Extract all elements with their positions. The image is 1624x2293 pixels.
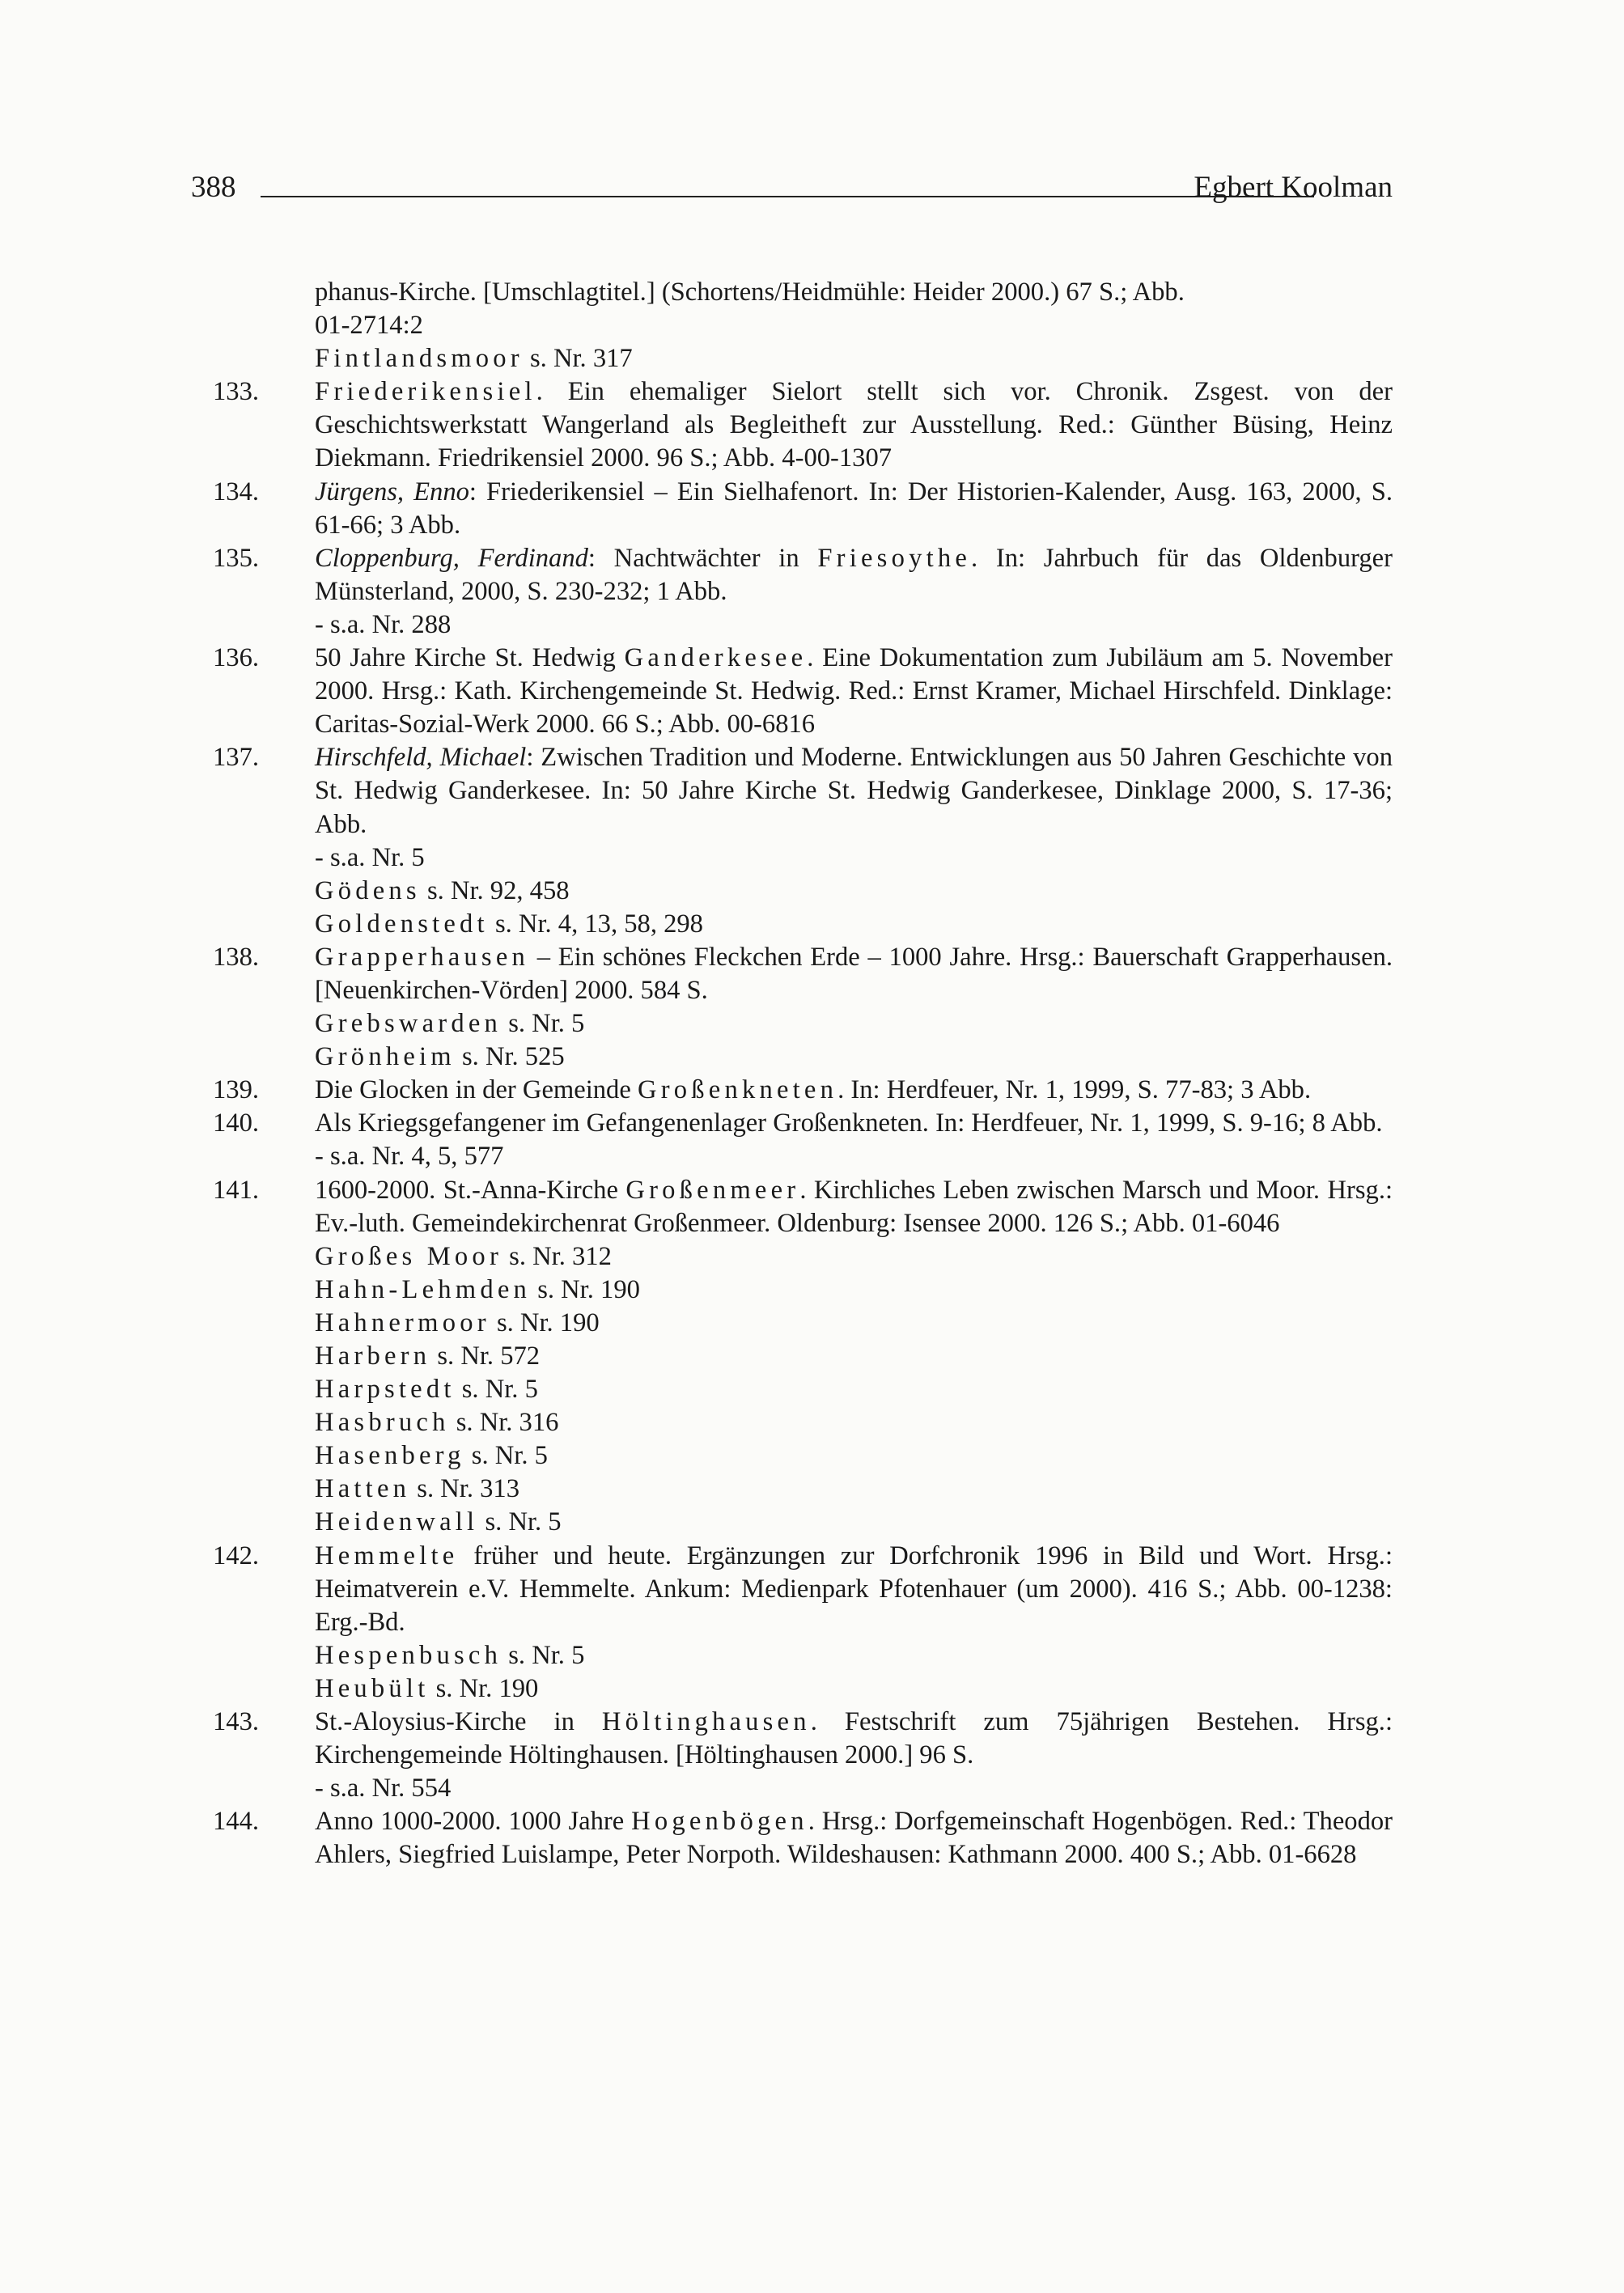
- entry-text: [315, 1672, 1393, 1706]
- entry-text: [315, 476, 1393, 542]
- entry-text-segment: s. Nr. 525: [455, 1042, 565, 1072]
- bibliography-entry: [191, 542, 1393, 608]
- entry-text-segment: s. Nr. 190: [531, 1274, 640, 1304]
- entry-text: [315, 1772, 1393, 1805]
- cross-reference-line: [191, 1307, 1393, 1340]
- place-name: Hahn-Lehmden: [315, 1274, 532, 1304]
- header-rule: [261, 196, 1314, 197]
- place-name: Großenmeer: [625, 1175, 800, 1205]
- entry-number: 141.: [213, 1175, 260, 1205]
- cross-reference-line: [191, 1439, 1393, 1473]
- entry-text: [315, 1307, 1393, 1340]
- entry-text: [315, 841, 1393, 875]
- entry-text: [315, 1506, 1393, 1539]
- entry-text: [315, 375, 1393, 475]
- place-name: Goldenstedt: [315, 909, 489, 939]
- entry-text-segment: s. Nr. 316: [449, 1408, 559, 1438]
- entry-text: [315, 1041, 1393, 1074]
- entry-text-segment: s. Nr. 92, 458: [420, 875, 570, 905]
- place-name: Hemmelte: [315, 1541, 459, 1570]
- cross-reference-line: [191, 276, 1393, 342]
- entry-number: 136.: [213, 643, 260, 673]
- entry-text-segment: Die Glocken in der Gemeinde: [315, 1075, 638, 1105]
- bibliography-entry: [191, 941, 1393, 1007]
- entry-text: [315, 1439, 1393, 1473]
- place-name: Grebswarden: [315, 1009, 502, 1039]
- entry-text-segment: s. Nr. 572: [430, 1341, 541, 1371]
- place-name: Gödens: [315, 875, 421, 905]
- entry-number: 144.: [213, 1807, 260, 1837]
- entry-text: [315, 1074, 1393, 1107]
- entry-text-segment: : Zwischen Tradition und Moderne. Entwicklungen aus 50 Jahren Geschichte von St. Hedwig Ganderkesee. In: 50 Jahre Kirche St. Hedwig Ganderkesee, Dinklage 2000, S. 17-36; Abb.: [315, 743, 1393, 839]
- entry-text: [315, 941, 1393, 1007]
- bibliography-entry: [191, 476, 1393, 542]
- entry-text-segment: s. Nr. 5: [502, 1640, 585, 1670]
- entry-text: [315, 1140, 1393, 1173]
- entry-text-segment: Als Kriegsgefangener im Gefangenenlager Großenkneten. In: Herdfeuer, Nr. 1, 1999, S. 9-16; 8 Abb.: [315, 1108, 1383, 1138]
- entry-text-segment: s. Nr. 5: [478, 1507, 562, 1537]
- entry-number: 133.: [213, 377, 260, 407]
- cross-reference-line: [191, 1406, 1393, 1439]
- entry-number: 138.: [213, 942, 260, 972]
- bibliography-entry: [191, 642, 1393, 741]
- entry-text: [315, 908, 1393, 941]
- place-name: Hatten: [315, 1474, 411, 1504]
- place-name: Grapperhausen: [315, 942, 529, 972]
- cross-reference-line: [191, 1240, 1393, 1274]
- running-title: Egbert Koolman: [1194, 171, 1393, 204]
- bibliography-entry: [191, 1107, 1393, 1140]
- entry-text: [315, 1540, 1393, 1639]
- entry-text: [315, 342, 1393, 375]
- entry-text-segment: s. Nr. 5: [455, 1375, 538, 1405]
- place-name: Großenkneten: [637, 1075, 838, 1105]
- cross-reference-line: [191, 1772, 1393, 1805]
- entry-text: [315, 1107, 1393, 1140]
- place-name: Hasenberg: [315, 1441, 465, 1471]
- entry-text-segment: . In: Jahrbuch für das Oldenburger Münsterland, 2000, S. 230-232; 1 Abb.: [315, 543, 1393, 606]
- author-name: Cloppenburg, Ferdinand: [315, 543, 588, 573]
- entry-number: 139.: [213, 1075, 260, 1105]
- bibliography-entry: [191, 1706, 1393, 1772]
- cross-reference-line: [191, 875, 1393, 908]
- entry-number: 135.: [213, 543, 260, 573]
- cross-reference-line: [191, 1140, 1393, 1173]
- entry-number: 137.: [213, 743, 260, 773]
- page-header: [191, 167, 1393, 208]
- entry-text-segment: s. Nr. 312: [502, 1241, 612, 1271]
- cross-reference-line: [191, 1041, 1393, 1074]
- place-name: Harpstedt: [315, 1375, 456, 1405]
- entry-text-segment: 50 Jahre Kirche St. Hedwig: [315, 643, 625, 673]
- entry-text-segment: früher und heute. Ergänzungen zur Dorfchronik 1996 in Bild und Wort. Hrsg.: Heimatverein e.V. Hemmelte. Ankum: Medienpark Pfotenhauer (um 2000). 416 S.; Abb. 00-1238: Erg.-Bd.: [315, 1541, 1393, 1637]
- entry-text: [315, 875, 1393, 908]
- entry-text: [315, 1274, 1393, 1307]
- entry-text: [315, 1007, 1393, 1041]
- entry-text-segment: : Nachtwächter in: [587, 543, 818, 573]
- author-name: Jürgens, Enno: [315, 477, 469, 506]
- entry-text: [315, 276, 1393, 342]
- entry-text-segment: s. Nr. 5: [464, 1441, 548, 1471]
- cross-reference-line: [191, 908, 1393, 941]
- cross-reference-line: [191, 1473, 1393, 1506]
- cross-reference-line: [191, 841, 1393, 875]
- place-name: Ganderkesee: [624, 643, 808, 673]
- entry-text-segment: s. Nr. 313: [410, 1474, 519, 1504]
- cross-reference-line: [191, 1506, 1393, 1539]
- place-name: Friesoythe: [817, 543, 972, 573]
- entry-number: 143.: [213, 1707, 260, 1737]
- place-name: Heidenwall: [315, 1507, 479, 1537]
- entry-text: [315, 741, 1393, 841]
- place-name: Harbern: [315, 1341, 431, 1371]
- entry-text-segment: Anno 1000-2000. 1000 Jahre: [315, 1807, 632, 1837]
- entry-text-segment: - s.a. Nr. 288: [315, 609, 452, 639]
- bibliography-entry: [191, 741, 1393, 841]
- bibliography-list: [191, 276, 1393, 1872]
- page-number: 388: [191, 171, 236, 204]
- entry-text-segment: 1600-2000. St.-Anna-Kirche: [315, 1175, 626, 1205]
- place-name: Höltinghausen: [601, 1707, 811, 1737]
- entry-text: [315, 1805, 1393, 1871]
- entry-text-segment: . Eine Dokumentation zum Jubiläum am 5. November 2000. Hrsg.: Kath. Kirchengemeinde St. Hedwig. Red.: Ernst Kramer, Michael Hirschfeld. Dinklage: Caritas-Sozial-Werk 2000. 66 S.; Abb. 00-6816: [315, 643, 1393, 740]
- cross-reference-line: [191, 1672, 1393, 1706]
- place-name: Friederikensiel: [315, 377, 536, 407]
- entry-text: [315, 1639, 1393, 1672]
- author-name: Hirschfeld, Michael: [315, 743, 527, 773]
- place-name: Hespenbusch: [315, 1640, 502, 1670]
- entry-number: 140.: [213, 1108, 260, 1138]
- bibliography-entry: [191, 1074, 1393, 1107]
- entry-text: [315, 1174, 1393, 1240]
- cross-reference-line: [191, 1373, 1393, 1406]
- entry-text: [315, 642, 1393, 741]
- entry-text: [315, 1340, 1393, 1373]
- entry-text-segment: - s.a. Nr. 554: [315, 1774, 452, 1803]
- cross-reference-line: [191, 342, 1393, 375]
- entry-text-segment: . Ein ehemaliger Sielort stellt sich vor. Chronik. Zsgest. von der Geschichtswerkstatt Wangerland als Begleitheft zur Ausstellung. Red.: Günther Büsing, Heinz Diekmann. Friedrikensiel 2000. 96 S.; Abb. 4-00-1307: [315, 377, 1393, 473]
- place-name: Hahnermoor: [315, 1308, 490, 1337]
- entry-text-segment: phanus-Kirche. [Umschlagtitel.] (Schortens/Heidmühle: Heider 2000.) 67 S.; Abb.: [315, 278, 1185, 307]
- entry-text-segment: s. Nr. 317: [523, 344, 633, 374]
- place-name: Grönheim: [315, 1042, 456, 1072]
- entry-text-segment: – Ein schönes Fleckchen Erde – 1000 Jahre. Hrsg.: Bauerschaft Grapperhausen. [Neuenkirchen-Vörden] 2000. 584 S.: [315, 942, 1393, 1005]
- place-name: Hasbruch: [315, 1408, 450, 1438]
- bibliography-entry: [191, 1174, 1393, 1240]
- bibliography-entry: [191, 1540, 1393, 1639]
- cross-reference-line: [191, 1007, 1393, 1041]
- place-name: Großes Moor: [315, 1241, 503, 1271]
- entry-text-segment: St.-Aloysius-Kirche in: [315, 1707, 602, 1737]
- entry-text: [315, 1706, 1393, 1772]
- entry-text-segment: . Kirchliches Leben zwischen Marsch und Moor. Hrsg.: Ev.-luth. Gemeindekirchenrat Großenmeer. Oldenburg: Isensee 2000. 126 S.; Abb. 01-6046: [315, 1175, 1393, 1238]
- entry-text-segment: s. Nr. 4, 13, 58, 298: [488, 909, 703, 939]
- entry-text-segment: - s.a. Nr. 5: [315, 842, 425, 872]
- entry-text-segment: . In: Herdfeuer, Nr. 1, 1999, S. 77-83; 3 Abb.: [837, 1075, 1312, 1105]
- cross-reference-line: [191, 1274, 1393, 1307]
- entry-number: 134.: [213, 477, 260, 506]
- bibliography-entry: [191, 375, 1393, 475]
- entry-text-segment: s. Nr. 190: [490, 1308, 600, 1337]
- entry-text-segment: . Hrsg.: Dorfgemeinschaft Hogenbögen. Red.: Theodor Ahlers, Siegfried Luislampe, Peter Norpoth. Wildeshausen: Kathmann 2000. 400 S.; Abb. 01-6628: [315, 1807, 1393, 1870]
- bibliography-entry: [191, 1805, 1393, 1871]
- entry-number: 142.: [213, 1541, 260, 1570]
- entry-text: [315, 1240, 1393, 1274]
- entry-text-segment: - s.a. Nr. 4, 5, 577: [315, 1142, 504, 1172]
- place-name: Fintlandsmoor: [315, 344, 524, 374]
- cross-reference-line: [191, 608, 1393, 642]
- cross-reference-line: [191, 1340, 1393, 1373]
- place-name: Heubült: [315, 1673, 430, 1703]
- entry-text-segment: 01-2714:2: [315, 311, 423, 341]
- entry-text: [315, 608, 1393, 642]
- place-name: Hogenbögen: [631, 1807, 808, 1837]
- entry-text: [315, 542, 1393, 608]
- entry-text-segment: s. Nr. 5: [502, 1009, 585, 1039]
- entry-text: [315, 1373, 1393, 1406]
- entry-text-segment: s. Nr. 190: [429, 1673, 539, 1703]
- entry-text-segment: : Friederikensiel – Ein Sielhafenort. In: Der Historien-Kalender, Ausg. 163, 2000, S. 61-66; 3 Abb.: [315, 477, 1393, 540]
- entry-text: [315, 1406, 1393, 1439]
- cross-reference-line: [191, 1639, 1393, 1672]
- entry-text: [315, 1473, 1393, 1506]
- entry-text-segment: . Festschrift zum 75jährigen Bestehen. Hrsg.: Kirchengemeinde Höltinghausen. [Höltinghausen 2000.] 96 S.: [315, 1707, 1393, 1770]
